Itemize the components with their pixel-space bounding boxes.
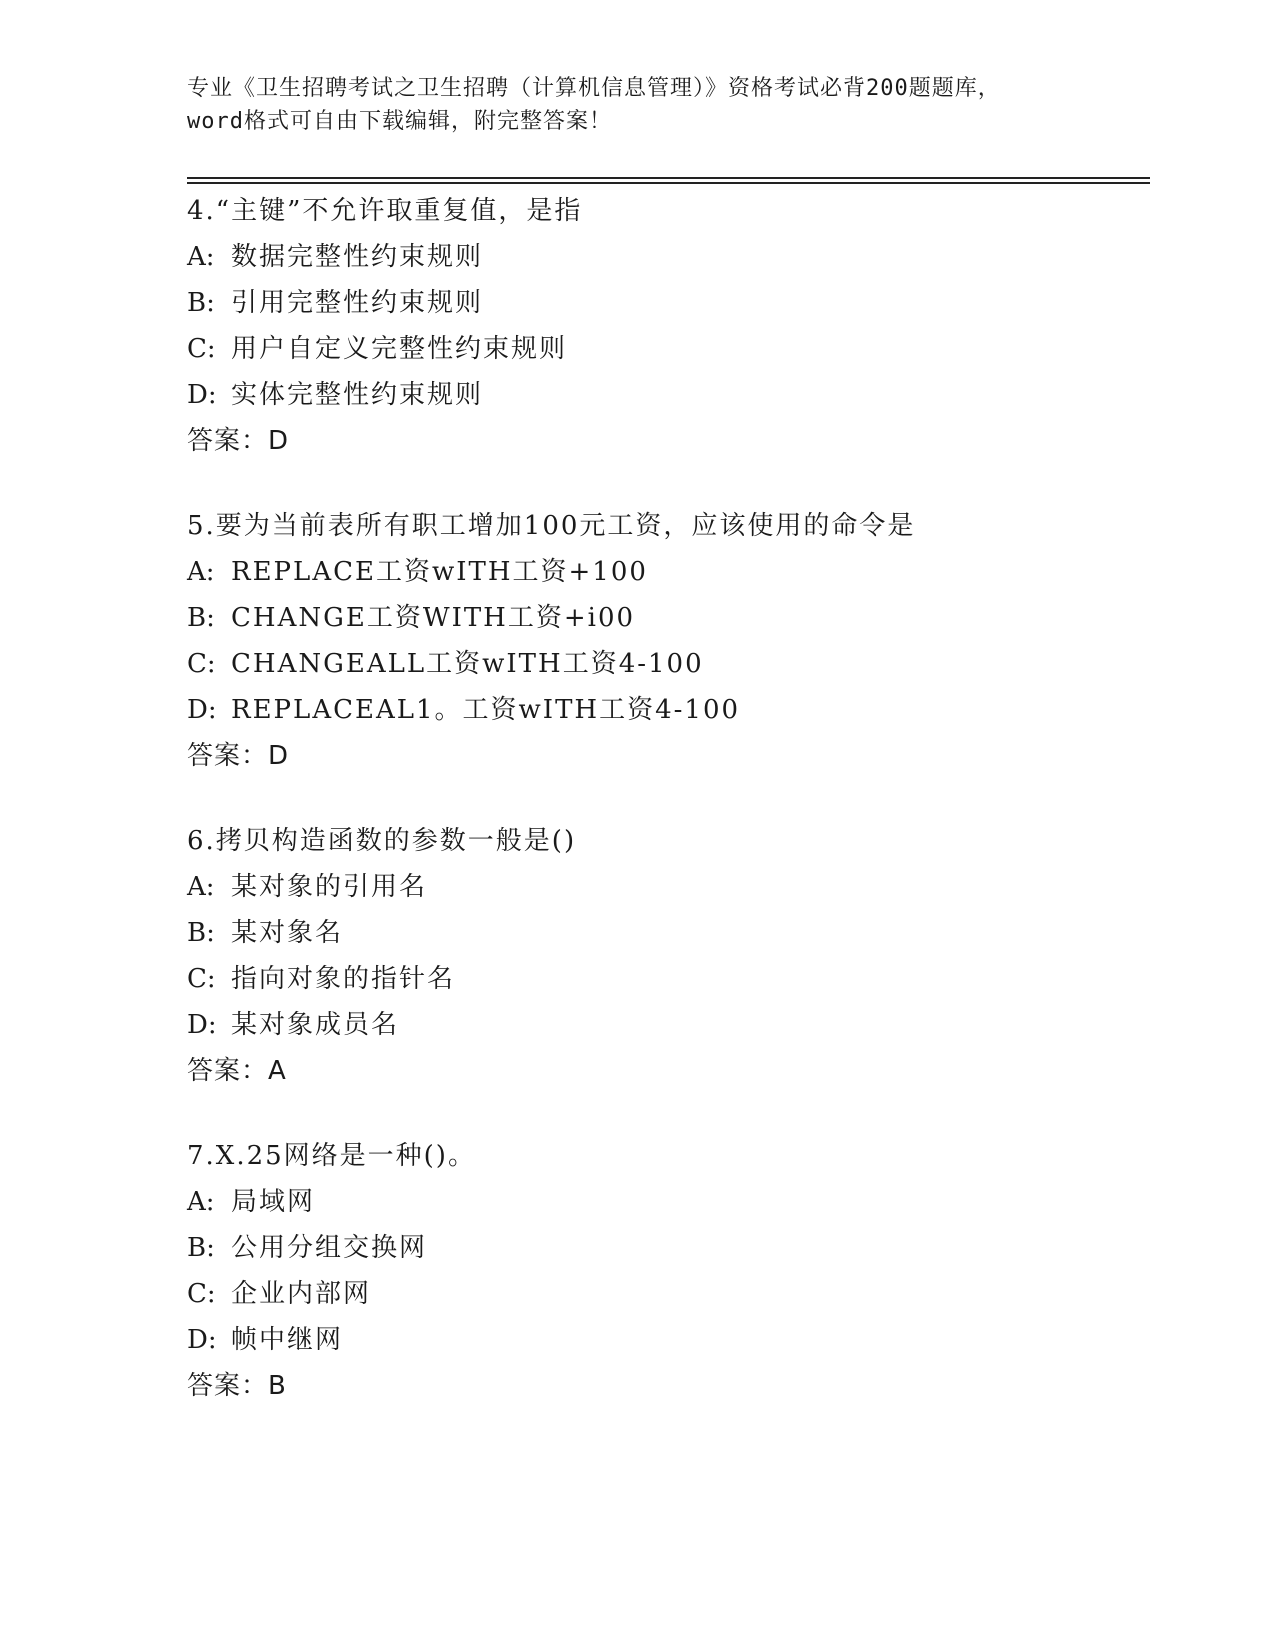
option-b [187, 595, 1147, 641]
option-b [187, 1225, 1147, 1271]
option-text: 某对象的引用名 [231, 872, 428, 902]
answer-line: 答案：B [187, 1371, 287, 1401]
option-text: CHANGEALL工资wITH工资4-100 [231, 649, 704, 679]
option-text: CHANGE工资WITH工资+i00 [231, 603, 636, 633]
option-b [187, 280, 1147, 326]
option-text: 引用完整性约束规则 [231, 288, 484, 318]
option-a [187, 1179, 1147, 1225]
question-list [187, 188, 1147, 1448]
option-c [187, 326, 1147, 372]
document-header [187, 72, 1087, 138]
option-text: 实体完整性约束规则 [231, 380, 484, 410]
question-7 [187, 1133, 1147, 1409]
option-letter: D: [187, 695, 217, 725]
option-text: 公用分组交换网 [231, 1233, 428, 1263]
option-text: 局域网 [231, 1187, 316, 1217]
option-a [187, 864, 1147, 910]
option-d [187, 1002, 1147, 1048]
header-divider-bottom [187, 182, 1150, 184]
header-line-2: word格式可自由下载编辑，附完整答案！ [187, 109, 612, 134]
option-text: 数据完整性约束规则 [231, 242, 484, 272]
option-text: REPLACEAL1。工资wITH工资4-100 [231, 695, 741, 725]
option-letter: B: [187, 288, 215, 318]
option-letter: A: [187, 557, 215, 587]
option-a [187, 234, 1147, 280]
option-text: 用户自定义完整性约束规则 [231, 334, 568, 364]
option-letter: D: [187, 1325, 217, 1355]
header-divider-top [187, 177, 1150, 179]
option-letter: A: [187, 1187, 215, 1217]
option-letter: B: [187, 1233, 215, 1263]
option-text: 帧中继网 [231, 1325, 344, 1355]
option-letter: C: [187, 649, 216, 679]
option-text: 指向对象的指针名 [231, 964, 456, 994]
option-letter: C: [187, 964, 216, 994]
question-stem: 7.X.25网络是一种()。 [187, 1141, 476, 1171]
option-letter: A: [187, 242, 215, 272]
option-letter: B: [187, 603, 215, 633]
option-d [187, 687, 1147, 733]
option-d [187, 1317, 1147, 1363]
option-text: REPLACE工资wITH工资+100 [231, 557, 648, 587]
option-c [187, 1271, 1147, 1317]
option-text: 企业内部网 [231, 1279, 372, 1309]
option-text: 某对象成员名 [231, 1010, 400, 1040]
option-letter: C: [187, 334, 216, 364]
header-line-1: 专业《卫生招聘考试之卫生招聘（计算机信息管理）》资格考试必背200题题库， [187, 76, 1001, 101]
option-c [187, 641, 1147, 687]
question-stem: 5.要为当前表所有职工增加100元工资，应该使用的命令是 [187, 511, 916, 541]
option-letter: C: [187, 1279, 216, 1309]
question-stem: 4.“主键”不允许取重复值，是指 [187, 196, 583, 226]
question-5 [187, 503, 1147, 779]
answer-line: 答案：D [187, 426, 290, 456]
option-text: 某对象名 [231, 918, 344, 948]
option-a [187, 549, 1147, 595]
option-letter: D: [187, 1010, 217, 1040]
option-d [187, 372, 1147, 418]
option-letter: A: [187, 872, 215, 902]
option-c [187, 956, 1147, 1002]
answer-line: 答案：D [187, 741, 290, 771]
question-stem: 6.拷贝构造函数的参数一般是() [187, 826, 577, 856]
option-letter: D: [187, 380, 217, 410]
option-letter: B: [187, 918, 215, 948]
question-6 [187, 818, 1147, 1094]
option-b [187, 910, 1147, 956]
answer-line: 答案：A [187, 1056, 287, 1086]
question-4 [187, 188, 1147, 464]
